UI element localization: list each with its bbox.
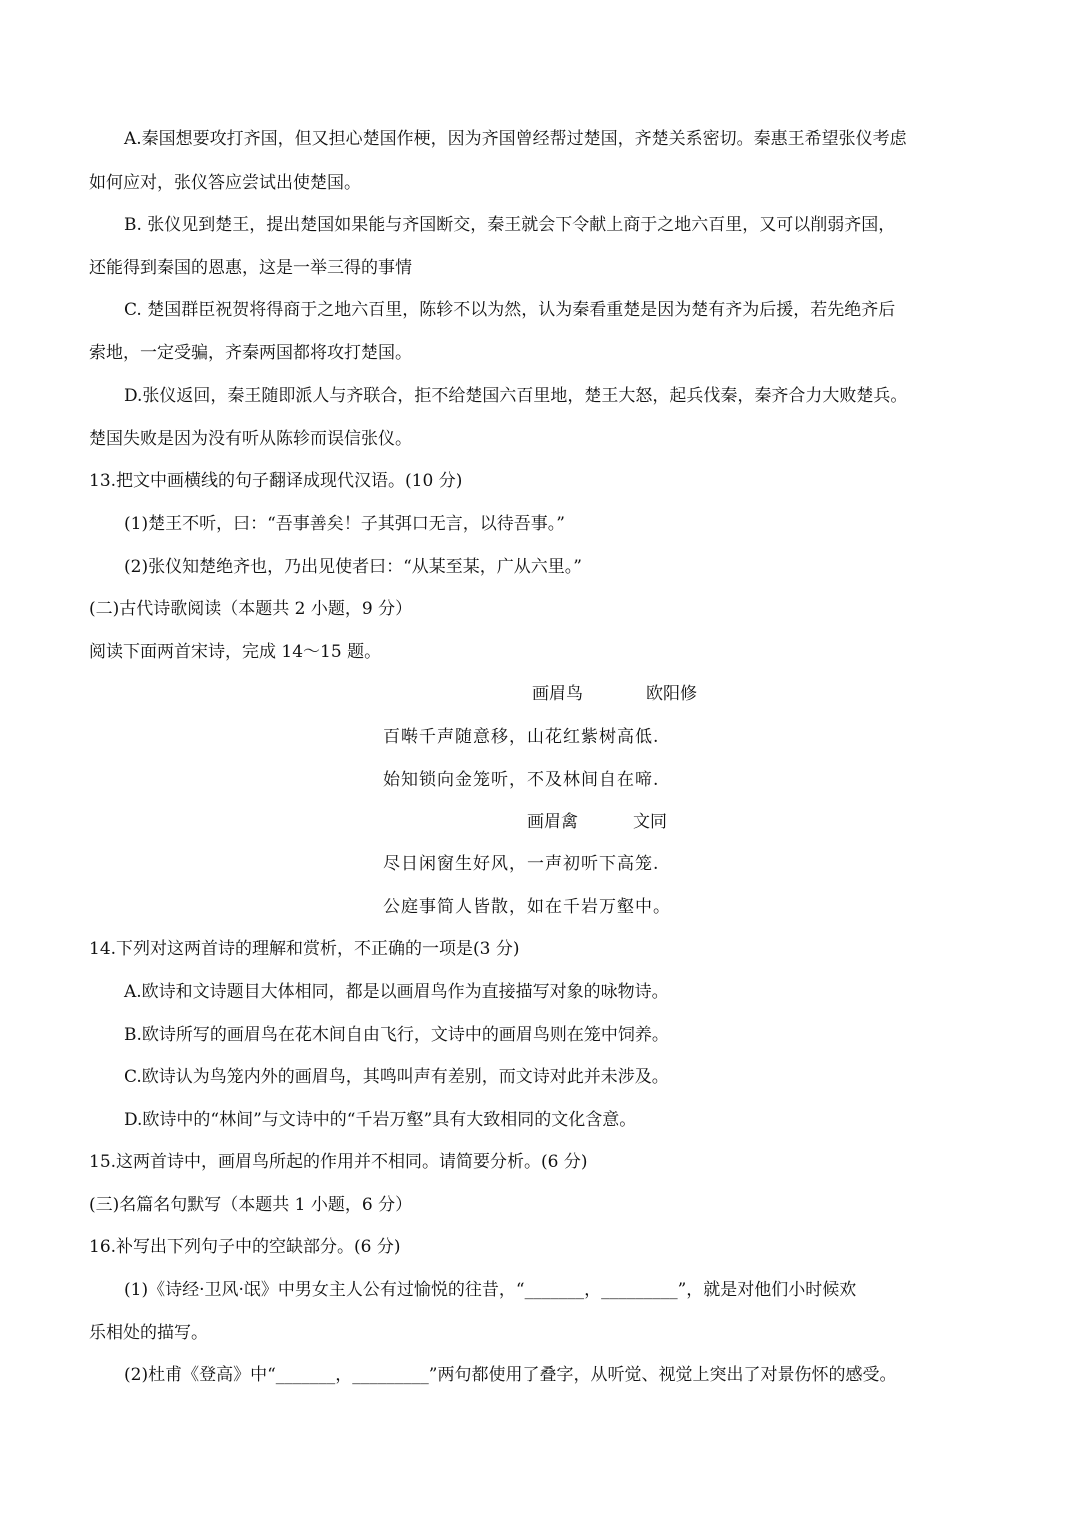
option-d-line-2: 楚国失败是因为没有听从陈轸而误信张仪。 [89, 429, 412, 449]
poem-2-line-2: 公庭事简人皆散，如在千岩万壑中。 [383, 897, 671, 917]
question-16-stem: 16.补写出下列句子中的空缺部分。(6 分) [89, 1237, 401, 1257]
question-15-stem: 15.这两首诗中，画眉鸟所起的作用并不相同。请简要分析。(6 分) [89, 1152, 588, 1172]
poem-1-title: 画眉鸟 [532, 684, 583, 704]
option-a-line-2: 如何应对，张仪答应尝试出使楚国。 [89, 173, 361, 193]
option-b-line-2: 还能得到秦国的恩惠，这是一举三得的事情 [89, 258, 412, 278]
option-c-line-2: 索地，一定受骗，齐秦两国都将攻打楚国。 [89, 343, 412, 363]
question-13-sentence-1: (1)楚王不听，曰：“吾事善矣！子其弭口无言，以待吾事。” [124, 514, 565, 534]
poem-2-line-1: 尽日闲窗生好风，一声初听下高笼. [383, 854, 660, 874]
section-3-heading: (三)名篇名句默写（本题共 1 小题，6 分） [89, 1195, 413, 1215]
option-b-line-1: B. 张仪见到楚王，提出楚国如果能与齐国断交，秦王就会下令献上商于之地六百里，又可以削弱齐国， [124, 215, 896, 235]
question-13-stem: 13.把文中画横线的句子翻译成现代汉语。(10 分) [89, 471, 463, 491]
question-14-option-b: B.欧诗所写的画眉鸟在花木间自由飞行，文诗中的画眉鸟则在笼中饲养。 [124, 1025, 669, 1045]
question-14-option-c: C.欧诗认为鸟笼内外的画眉鸟，其鸣叫声有差别，而文诗对此并未涉及。 [124, 1067, 669, 1087]
question-13-sentence-2: (2)张仪知楚绝齐也，乃出见使者曰：“从某至某，广从六里。” [124, 557, 582, 577]
poem-2-author: 文同 [633, 812, 667, 832]
question-14-option-d: D.欧诗中的“林间”与文诗中的“千岩万壑”具有大致相同的文化含意。 [124, 1110, 637, 1130]
option-d-line-1: D.张仪返回，秦王随即派人与齐联合，拒不给楚国六百里地，楚王大怒，起兵伐秦，秦齐合力大败楚兵。 [124, 386, 908, 406]
question-16-item-1-line-2: 乐相处的描写。 [89, 1323, 208, 1343]
question-14-option-a: A.欧诗和文诗题目大体相同，都是以画眉鸟作为直接描写对象的咏物诗。 [124, 982, 669, 1002]
option-a-line-1: A.秦国想要攻打齐国，但又担心楚国作梗，因为齐国曾经帮过楚国，齐楚关系密切。秦惠王希望张仪考虑 [124, 129, 907, 149]
question-16-item-2: (2)杜甫《登高》中“_______，_________”两句都使用了叠字，从听觉、视觉上突出了对景伤怀的感受。 [124, 1365, 897, 1385]
question-16-item-1-line-1: (1)《诗经·卫风·氓》中男女主人公有过愉悦的往昔，“_______，_________”，就是对他们小时候欢 [124, 1280, 857, 1300]
poem-1-line-2: 始知锁向金笼听，不及林间自在啼. [383, 770, 660, 790]
poem-1-author: 欧阳修 [646, 684, 697, 704]
question-14-stem: 14.下列对这两首诗的理解和赏析，不正确的一项是(3 分) [89, 939, 520, 959]
section-2-intro: 阅读下面两首宋诗，完成 14～15 题。 [89, 642, 382, 662]
section-2-heading: (二)古代诗歌阅读（本题共 2 小题，9 分） [89, 599, 413, 619]
option-c-line-1: C. 楚国群臣祝贺将得商于之地六百里，陈轸不以为然，认为秦看重楚是因为楚有齐为后援，若先绝齐后 [124, 300, 896, 320]
poem-1-line-1: 百啭千声随意移，山花红紫树高低. [383, 727, 660, 747]
poem-2-title: 画眉禽 [527, 812, 578, 832]
